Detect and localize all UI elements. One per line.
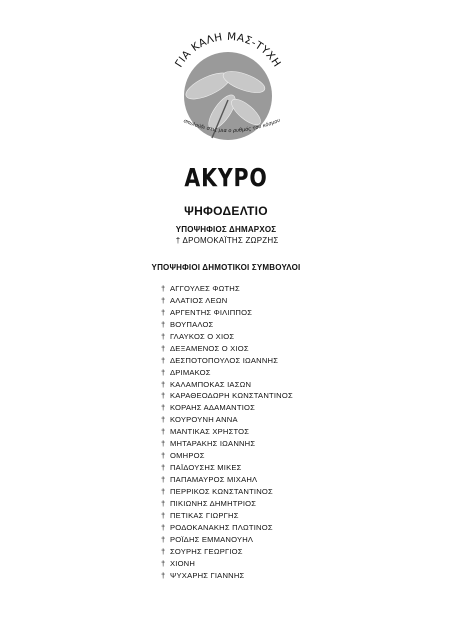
candidate-item xyxy=(161,570,293,582)
candidate-item xyxy=(161,307,293,319)
candidate-item xyxy=(161,498,293,510)
candidate-name: ΡΟΔΟΚΑΝΑΚΗΣ ΠΛΩΤΙΝΟΣ xyxy=(170,522,273,532)
candidate-name: ΠΙΚΙΩΝΗΣ ΔΗΜΗΤΡΙΟΣ xyxy=(170,498,257,508)
cross-icon: † xyxy=(161,367,166,377)
cross-icon: † xyxy=(161,510,166,520)
cross-icon: † xyxy=(161,570,166,580)
candidate-item xyxy=(161,295,293,307)
logo-tagline: σπυλούδι στις μια ο ρυθμός του κόσμου xyxy=(182,117,282,135)
candidate-name: ΧΙΟΝΗ xyxy=(170,558,196,568)
cross-icon: † xyxy=(161,379,166,389)
candidate-item xyxy=(161,546,293,558)
cross-icon: † xyxy=(161,415,166,425)
candidate-name: ΠΑΪΔΟΥΣΗΣ ΜΙΚΕΣ xyxy=(170,463,242,473)
candidate-item xyxy=(161,390,293,402)
candidate-name: ΡΟΪΔΗΣ ΕΜΜΑΝΟΥΗΛ xyxy=(170,534,254,544)
candidate-name: ΔΕΣΠΟΤΟΠΟΥΛΟΣ ΙΩΑΝΝΗΣ xyxy=(170,355,279,365)
mayor-heading: ΥΠΟΨΗΦΙΟΣ ΔΗΜΑΡΧΟΣ xyxy=(175,225,277,234)
candidate-item xyxy=(161,558,293,570)
candidate-name: ΔΕΞΑΜΕΝΟΣ Ο ΧΙΟΣ xyxy=(170,343,249,353)
candidate-item xyxy=(161,462,293,474)
cross-icon: † xyxy=(161,463,166,473)
candidate-item xyxy=(161,331,293,343)
candidate-name: ΜΗΤΑΡΑΚΗΣ ΙΩΑΝΝΗΣ xyxy=(170,439,256,449)
campaign-logo xyxy=(148,20,308,160)
cross-icon: † xyxy=(161,546,166,556)
candidate-item xyxy=(161,343,293,355)
logo-arc-text: ΓΙΑ ΚΑΛΗ ΜΑΣ-ΤΥΧΗ xyxy=(172,30,283,70)
candidate-item xyxy=(161,414,293,426)
candidate-name: ΔΡΙΜΑΚΟΣ xyxy=(170,367,211,377)
candidate-name: ΠΑΠΑΜΑΥΡΟΣ ΜΙΧΑΗΛ xyxy=(170,475,258,484)
council-candidate-list xyxy=(161,283,293,581)
cross-icon: † xyxy=(161,284,166,293)
candidate-name: ΑΛΑΤΙΟΣ ΛΕΩΝ xyxy=(170,295,228,305)
cross-icon: † xyxy=(161,486,166,496)
candidate-item xyxy=(161,379,293,391)
cross-icon: † xyxy=(161,403,166,413)
void-stamp: ΑΚΥΡΟ xyxy=(184,163,268,192)
candidate-item xyxy=(161,522,293,534)
candidate-name: ΒΟΥΠΑΛΟΣ xyxy=(170,319,214,329)
candidate-item xyxy=(161,426,293,438)
candidate-item xyxy=(161,510,293,522)
candidate-item xyxy=(161,319,293,331)
candidate-item xyxy=(161,534,293,546)
candidate-name: ΜΑΝΤΙΚΑΣ ΧΡΗΣΤΟΣ xyxy=(170,427,250,437)
candidate-item xyxy=(161,474,293,486)
cross-icon: † xyxy=(161,451,166,461)
candidate-item xyxy=(161,486,293,498)
mayor-candidate xyxy=(0,236,452,245)
cross-icon: † xyxy=(161,427,166,437)
ballot-title: ΨΗΦΟΔΕΛΤΙΟ xyxy=(184,204,268,218)
candidate-name: ΠΕΡΡΙΚΟΣ ΚΩΝΣΤΑΝΤΙΝΟΣ xyxy=(170,486,273,496)
candidate-name: ΑΓΓΟΥΛΕΣ ΦΩΤΗΣ xyxy=(170,284,240,293)
candidate-item xyxy=(161,355,293,367)
candidate-name: ΚΑΡΑΘΕΟΔΩΡΗ ΚΩΝΣΤΑΝΤΙΝΟΣ xyxy=(170,391,293,401)
candidate-name: ΚΟΡΑΗΣ ΑΔΑΜΑΝΤΙΟΣ xyxy=(170,403,255,413)
cross-icon: † xyxy=(161,295,166,305)
candidate-item xyxy=(161,438,293,450)
cross-icon: † xyxy=(161,319,166,329)
candidate-name: ΚΑΛΑΜΠΟΚΑΣ ΙΑΣΩΝ xyxy=(170,379,252,389)
candidate-name: ΚΟΥΡΟΥΝΗ ΑΝΝΑ xyxy=(170,415,238,425)
cross-icon: † xyxy=(175,236,181,245)
candidate-name: ΣΟΥΡΗΣ ΓΕΩΡΓΙΟΣ xyxy=(170,546,243,556)
candidate-item xyxy=(161,402,293,414)
cross-icon: † xyxy=(161,558,166,568)
cross-icon: † xyxy=(161,522,166,532)
candidate-name: ΨΥΧΑΡΗΣ ΓΙΑΝΝΗΣ xyxy=(170,570,245,580)
cross-icon: † xyxy=(161,391,166,401)
cross-icon: † xyxy=(161,307,166,317)
cross-icon: † xyxy=(161,343,166,353)
candidate-item xyxy=(161,283,293,295)
candidate-item xyxy=(161,367,293,379)
cross-icon: † xyxy=(161,439,166,449)
cross-icon: † xyxy=(161,355,166,365)
cross-icon: † xyxy=(161,534,166,544)
mayor-name: ΔΡΟΜΟΚΑΪΤΗΣ ΖΩΡΖΗΣ xyxy=(182,236,279,245)
candidate-name: ΓΛΑΥΚΟΣ Ο ΧΙΟΣ xyxy=(170,331,235,341)
cross-icon: † xyxy=(161,331,166,341)
candidate-name: ΑΡΓΕΝΤΗΣ ΦΙΛΙΠΠΟΣ xyxy=(170,307,253,317)
candidate-item xyxy=(161,450,293,462)
candidate-name: ΠΕΤΙΚΑΣ ΓΙΩΡΓΗΣ xyxy=(170,510,239,520)
cross-icon: † xyxy=(161,475,166,484)
council-heading: ΥΠΟΨΗΦΙΟΙ ΔΗΜΟΤΙΚΟΙ ΣΥΜΒΟΥΛΟΙ xyxy=(151,263,301,272)
cross-icon: † xyxy=(161,498,166,508)
candidate-name: ΟΜΗΡΟΣ xyxy=(170,451,205,461)
